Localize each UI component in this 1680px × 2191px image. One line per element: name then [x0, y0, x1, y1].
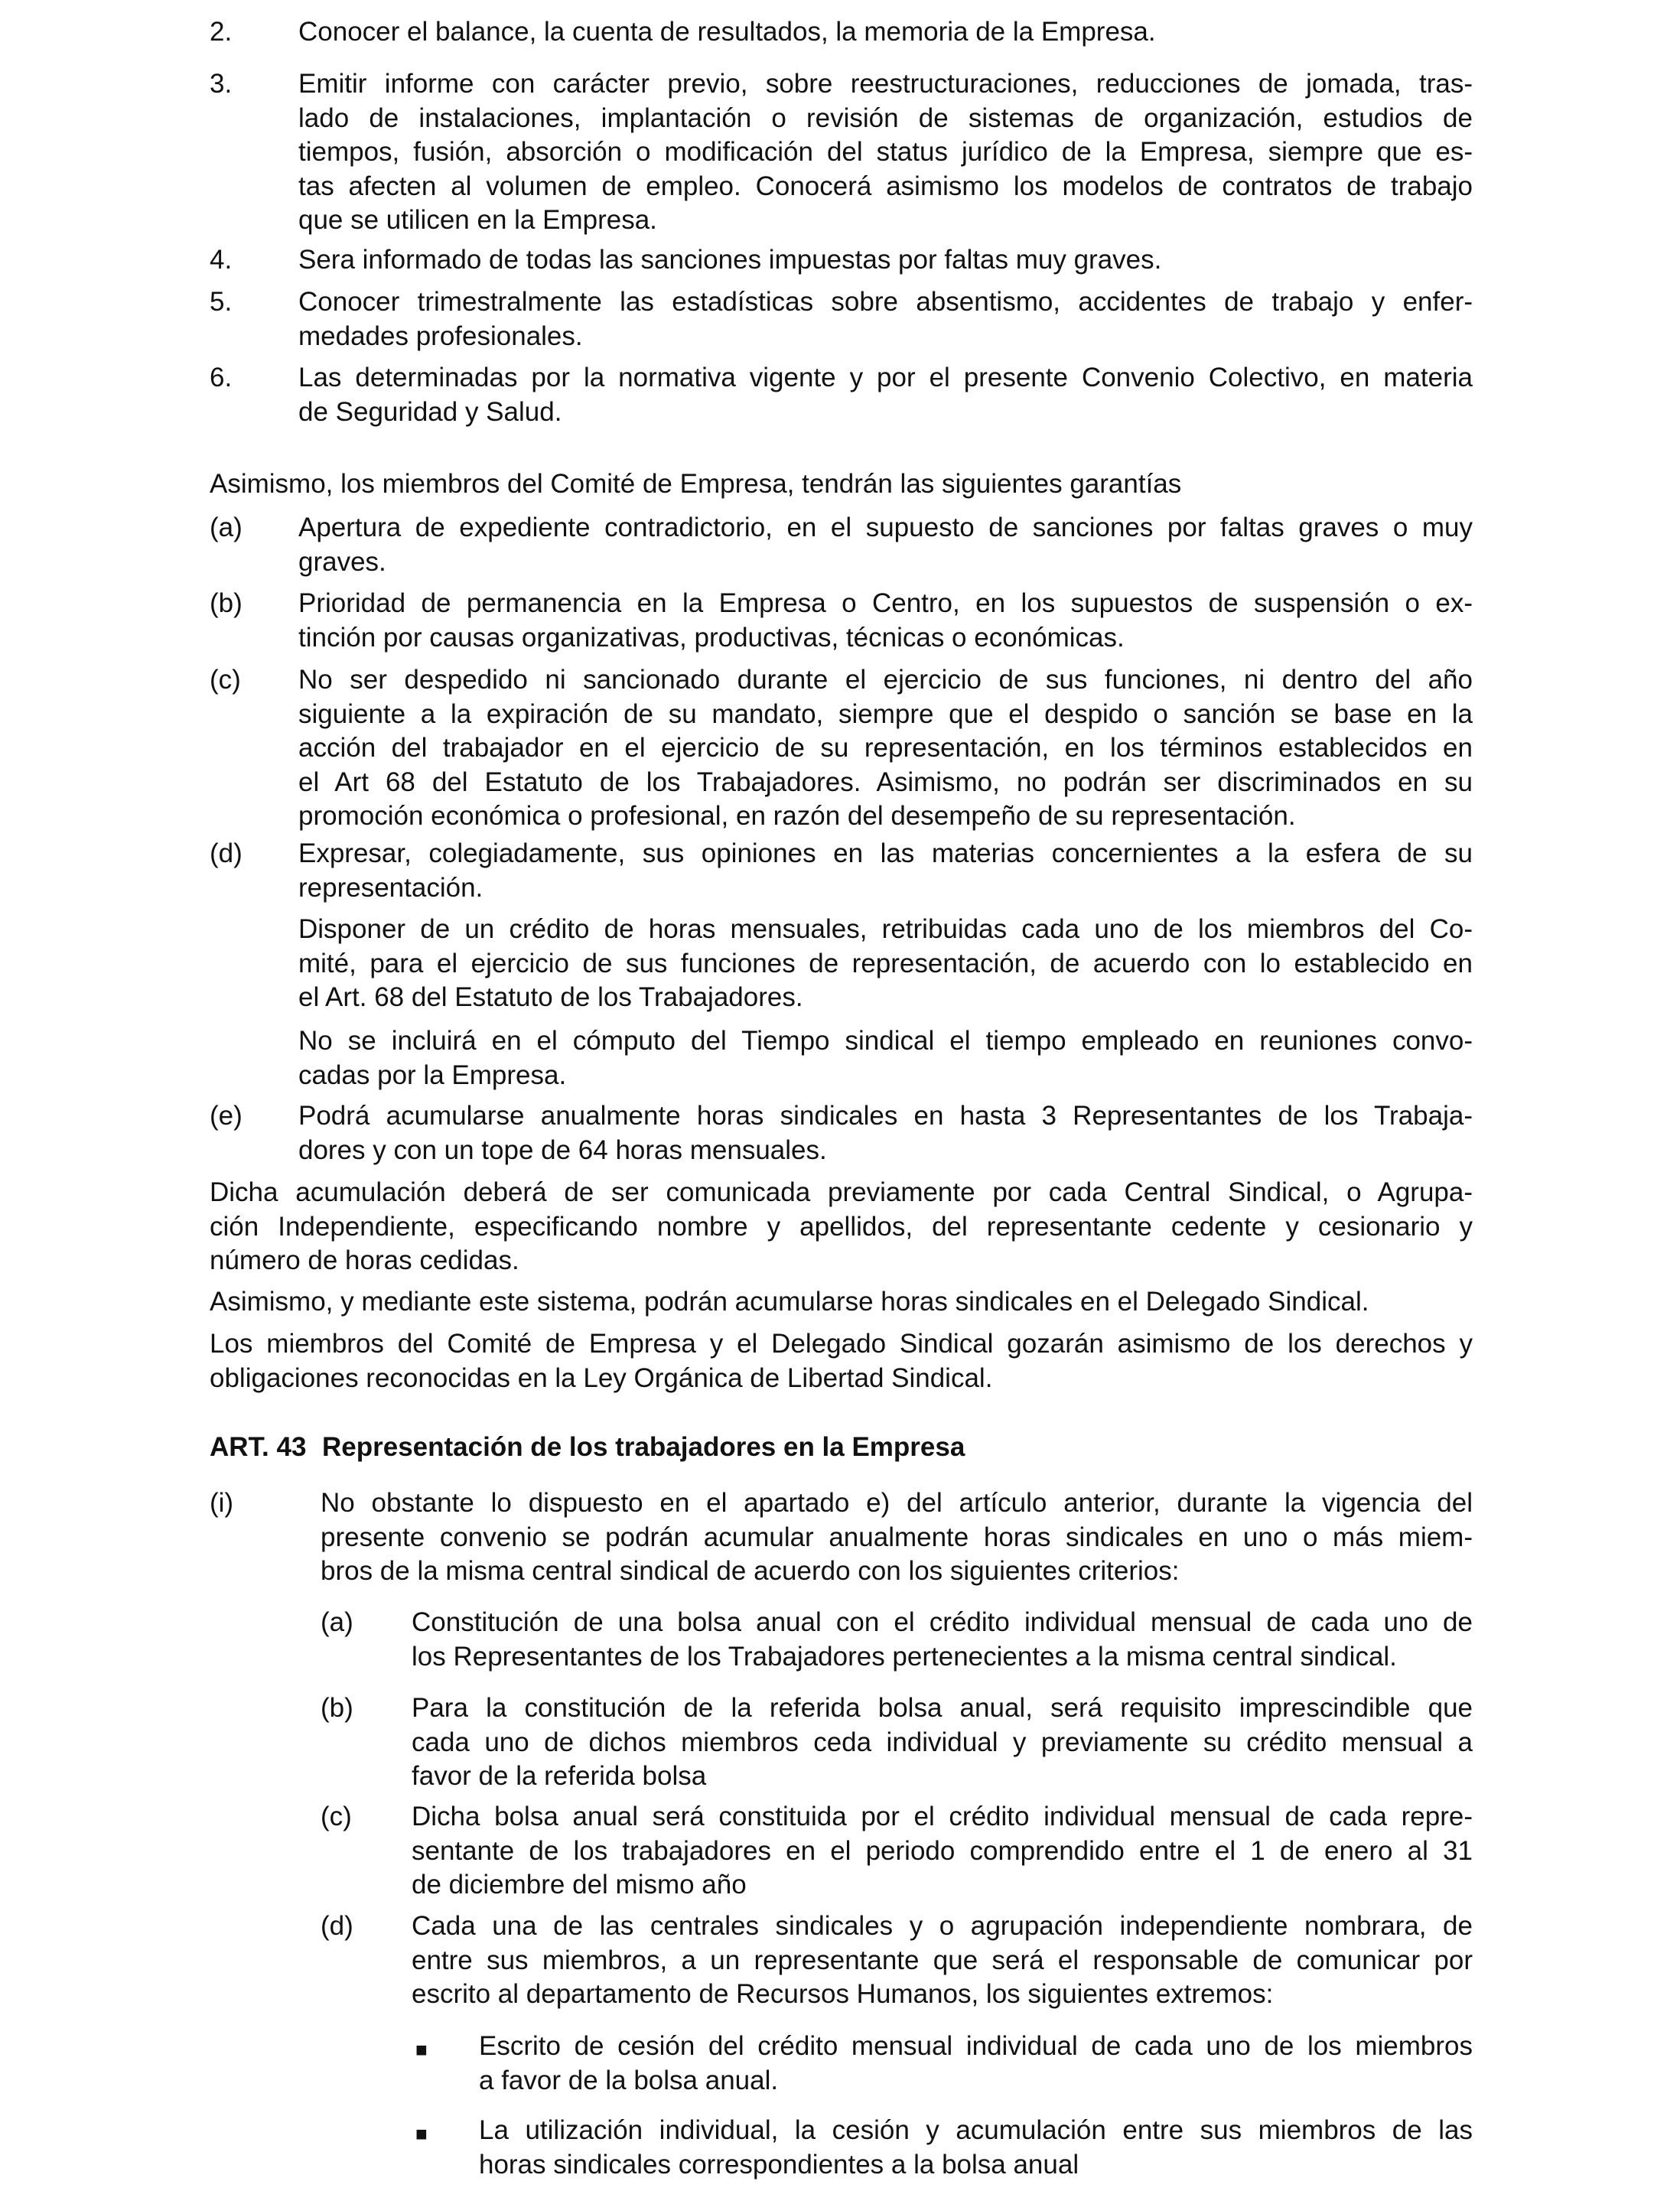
garantia-d-credito	[298, 913, 1473, 1015]
text-line: horas sindicales correspondientes a la bolsa anual	[479, 2149, 1079, 2180]
text-line: tas afecten al volumen de empleo. Conocerá asimismo los modelos de contratos de trabajo	[298, 171, 1473, 201]
text-line: Asimismo, y mediante este sistema, podrán acumularse horas sindicales en el Delegado Sindical.	[210, 1287, 1369, 1317]
square-bullet-icon: ■	[415, 2122, 428, 2145]
item-text	[298, 15, 1473, 50]
paragraph-derechos	[210, 1327, 1473, 1395]
item-text	[412, 1909, 1473, 2012]
item-text	[412, 1800, 1473, 1903]
text-line: Sera informado de todas las sanciones impuestas por faltas muy graves.	[298, 245, 1162, 275]
text-line: de diciembre del mismo año	[412, 1870, 747, 1900]
text-line: el Art. 68 del Estatuto de los Trabajadores.	[298, 982, 803, 1012]
text-line: Disponer de un crédito de horas mensuales, retribuidas cada uno de los miembros del Co-	[298, 914, 1473, 944]
text-line: que se utilicen en la Empresa.	[298, 205, 657, 235]
text-line: Para la constitución de la referida bolsa anual, será requisito imprescindible que	[412, 1693, 1473, 1723]
item-text	[298, 243, 1473, 278]
text-line: número de horas cedidas.	[210, 1245, 519, 1275]
text-line: Conocer trimestralmente las estadísticas sobre absentismo, accidentes de trabajo y enfer-	[298, 287, 1473, 317]
item-label: (c)	[210, 665, 241, 695]
text-line: La utilización individual, la cesión y acumulación entre sus miembros de las	[479, 2115, 1473, 2145]
text-line: obligaciones reconocidas en la Ley Orgánica de Libertad Sindical.	[210, 1362, 993, 1393]
item-number: 6.	[210, 363, 233, 392]
text-line: entre sus miembros, a un representante que será el responsable de comunicar por	[412, 1945, 1473, 1975]
text-line: de Seguridad y Salud.	[298, 396, 562, 427]
paragraph-delegado	[210, 1285, 1473, 1320]
text-line: mité, para el ejercicio de sus funciones de representación, de acuerdo con lo establecido en	[298, 948, 1473, 978]
text-line: Dicha bolsa anual será constituida por el crédito individual mensual de cada repre-	[412, 1802, 1473, 1831]
text-line: siguiente a la expiración de su mandato, siempre que el despido o sanción se base en la	[298, 698, 1473, 729]
item-text	[298, 1099, 1473, 1167]
text-line: No se incluirá en el cómputo del Tiempo sindical el tiempo empleado en reuniones convo-	[298, 1026, 1473, 1056]
text-line: Las determinadas por la normativa vigente y por el presente Convenio Colectivo, en materia	[298, 363, 1473, 392]
text-line: a favor de la bolsa anual.	[479, 2065, 779, 2095]
item-text	[479, 2114, 1473, 2182]
text-line: tinción por causas organizativas, productivas, técnicas o económicas.	[298, 622, 1125, 653]
text-line: presente convenio se podrán acumular anualmente horas sindicales en uno o más miem-	[321, 1522, 1473, 1552]
item-label: (c)	[321, 1802, 352, 1831]
text-line: Emitir informe con carácter previo, sobre reestructuraciones, reducciones de jomada, tras-	[298, 69, 1473, 99]
text-line: Escrito de cesión del crédito mensual individual de cada uno de los miembros	[479, 2031, 1473, 2061]
item-number: 5.	[210, 287, 233, 317]
text-line: Asimismo, los miembros del Comité de Empresa, tendrán las siguientes garantías	[210, 469, 1182, 499]
item-label: (a)	[321, 1607, 353, 1637]
item-text	[479, 2030, 1473, 2098]
item-label: (b)	[321, 1693, 353, 1723]
text-line: favor de la referida bolsa	[412, 1761, 707, 1791]
text-line: Podrá acumularse anualmente horas sindicales en hasta 3 Representantes de los Trabaja-	[298, 1101, 1473, 1131]
text-line: No ser despedido ni sancionado durante el ejercicio de sus funciones, ni dentro del año	[298, 665, 1473, 695]
text-line: Los miembros del Comité de Empresa y el Delegado Sindical gozarán asimismo de los derechos y	[210, 1329, 1473, 1359]
text-line: Cada una de las centrales sindicales y o agrupación independiente nombrara, de	[412, 1911, 1473, 1941]
text-line: graves.	[298, 546, 386, 577]
item-text	[412, 1606, 1473, 1674]
text-line: cadas por la Empresa.	[298, 1060, 567, 1090]
text-line: Dicha acumulación deberá de ser comunicada previamente por cada Central Sindical, o Agrupa-	[210, 1177, 1473, 1207]
item-text	[298, 663, 1473, 834]
item-label: (d)	[321, 1911, 353, 1941]
item-number: 3.	[210, 69, 233, 99]
text-line: lado de instalaciones, implantación o revisión de sistemas de organización, estudios de	[298, 103, 1473, 133]
text-line: dores y con un tope de 64 horas mensuales.	[298, 1135, 827, 1165]
garantia-d-computo	[298, 1024, 1473, 1092]
item-text	[298, 67, 1473, 238]
text-line: representación.	[298, 872, 483, 903]
text-line: los Representantes de los Trabajadores pertenecientes a la misma central sindical.	[412, 1641, 1397, 1672]
item-label: (d)	[210, 838, 243, 868]
item-text	[412, 1691, 1473, 1794]
item-text	[298, 285, 1473, 353]
article-heading	[210, 1432, 965, 1463]
text-line: No obstante lo dispuesto en el apartado e) del artículo anterior, durante la vigencia del	[321, 1488, 1473, 1518]
item-label: (a)	[210, 513, 243, 542]
item-number: 4.	[210, 245, 233, 275]
text-line: ción Independiente, especificando nombre y apellidos, del representante cedente y cesionario y	[210, 1211, 1473, 1242]
item-text	[298, 587, 1473, 655]
paragraph-acumulacion	[210, 1176, 1473, 1278]
text-line: Constitución de una bolsa anual con el crédito individual mensual de cada uno de	[412, 1607, 1473, 1637]
square-bullet-icon: ■	[415, 2038, 428, 2061]
text-line: el Art 68 del Estatuto de los Trabajadores. Asimismo, no podrán ser discriminados en su	[298, 767, 1473, 797]
text-line: sentante de los trabajadores en el periodo comprendido entre el 1 de enero al 31	[412, 1835, 1473, 1866]
item-label: (i)	[210, 1488, 234, 1518]
item-label: (b)	[210, 588, 243, 618]
text-line: cada uno de dichos miembros ceda individual y previamente su crédito mensual a	[412, 1727, 1473, 1757]
garantias-intro	[210, 467, 1473, 502]
item-text	[298, 837, 1473, 905]
text-line: bros de la misma central sindical de acuerdo con los siguientes criterios:	[321, 1556, 1180, 1586]
item-text	[298, 511, 1473, 579]
text-line: Conocer el balance, la cuenta de resultados, la memoria de la Empresa.	[298, 17, 1156, 47]
text-line: promoción económica o profesional, en razón del desempeño de su representación.	[298, 801, 1296, 831]
article-title: Representación de los trabajadores en la Empresa	[322, 1432, 965, 1462]
item-text	[321, 1486, 1473, 1589]
text-line: acción del trabajador en el ejercicio de su representación, en los términos establecidos en	[298, 733, 1473, 763]
item-text	[298, 361, 1473, 429]
text-line: Prioridad de permanencia en la Empresa o Centro, en los supuestos de suspensión o ex-	[298, 588, 1473, 618]
item-number: 2.	[210, 17, 233, 47]
text-line: tiempos, fusión, absorción o modificación del status jurídico de la Empresa, siempre que es-	[298, 137, 1473, 167]
item-label: (e)	[210, 1101, 243, 1131]
text-line: Apertura de expediente contradictorio, en el supuesto de sanciones por faltas graves o muy	[298, 513, 1473, 542]
text-line: Expresar, colegiadamente, sus opiniones en las materias concernientes a la esfera de su	[298, 838, 1473, 868]
text-line: escrito al departamento de Recursos Humanos, los siguientes extremos:	[412, 1979, 1274, 2009]
article-number: ART. 43	[210, 1432, 307, 1462]
text-line: medades profesionales.	[298, 321, 583, 351]
